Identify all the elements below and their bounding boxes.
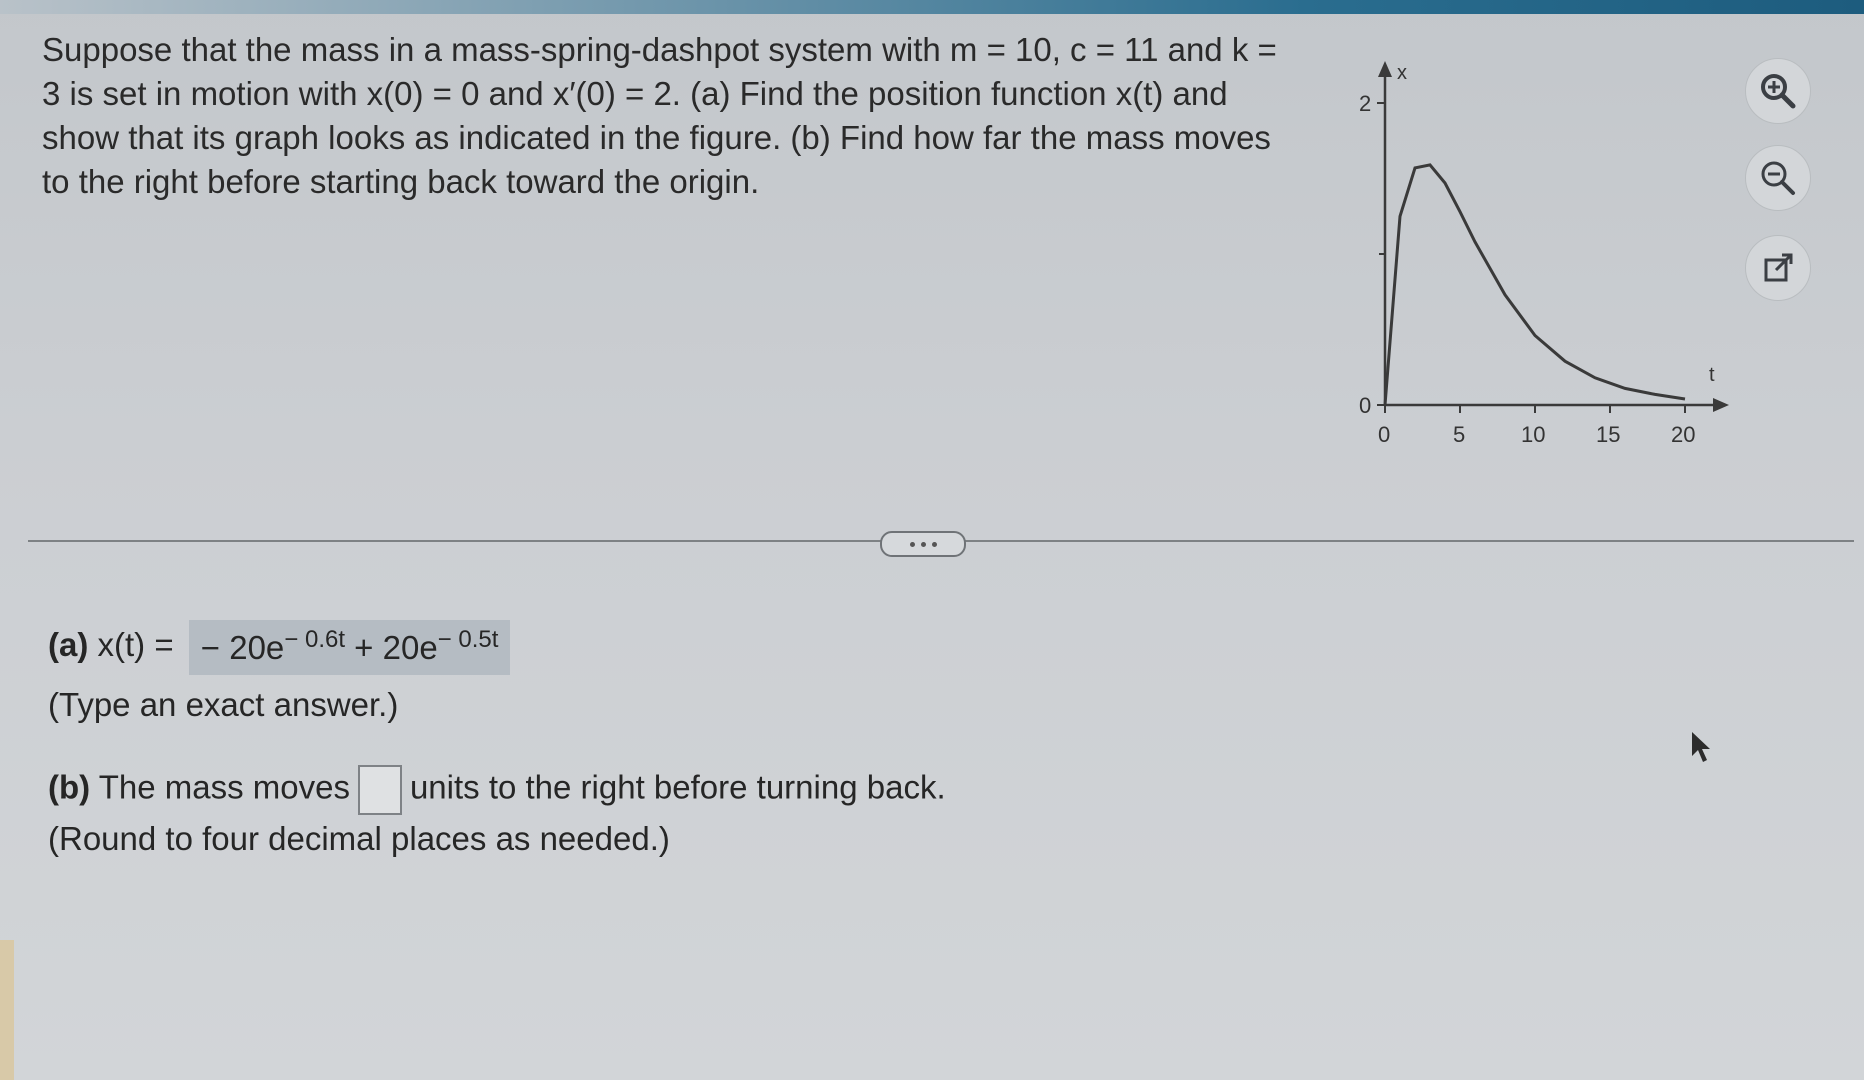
part-b-label: (b) [48, 768, 91, 806]
part-a-hint: (Type an exact answer.) [48, 686, 399, 723]
zoom-in-button[interactable] [1745, 58, 1811, 124]
part-a-line [48, 620, 510, 675]
y-axis-label: x [1397, 62, 1407, 84]
part-b-hint: (Round to four decimal places as needed.) [48, 820, 670, 857]
answer-term-2: + 20e [345, 629, 438, 666]
part-b-answer-input[interactable] [358, 765, 402, 815]
left-edge [0, 940, 14, 1080]
dot-icon [910, 542, 915, 547]
x-tick-label-20: 20 [1671, 422, 1696, 447]
answer-exp-1: − 0.6t [284, 626, 345, 653]
zoom-out-icon [1758, 158, 1798, 198]
y-tick-label-2: 2 [1359, 91, 1372, 116]
zoom-in-icon [1758, 71, 1798, 111]
x-tick-label-15: 15 [1596, 422, 1621, 447]
answer-term-1: − 20e [200, 629, 285, 666]
x-tick-label-10: 10 [1521, 422, 1546, 447]
question-text: Suppose that the mass in a mass-spring-dashpot system with m = 10, c = 11 and k = 3 is set in motion with x(0) = 0 and x′(0) = 2. (a) Find the position function x(t) and show that its graph looks as indicated in the figure. (b) Find how far the mass moves to the right before starting back toward the origin. [42, 31, 1277, 200]
part-b-suffix: units to the right before turning back. [409, 768, 946, 806]
top-bar [0, 0, 1864, 14]
solution-graph [1345, 55, 1745, 465]
part-b-line [48, 765, 946, 815]
part-b-prefix: The mass moves [90, 768, 350, 806]
expand-more-button[interactable] [880, 531, 966, 557]
part-a-label: (a) [48, 626, 89, 664]
popout-button[interactable] [1745, 235, 1811, 301]
answer-exp-2: − 0.5t [437, 626, 499, 653]
x-tick-label-0: 0 [1378, 422, 1391, 447]
part-a-answer[interactable] [189, 620, 511, 675]
y-tick-label-0: 0 [1359, 393, 1372, 418]
dot-icon [932, 542, 937, 547]
y-axis-arrow [1378, 61, 1392, 77]
x-tick-label-5: 5 [1453, 422, 1466, 447]
part-a-prefix: x(t) = [88, 626, 183, 664]
x-axis-label: t [1709, 364, 1715, 386]
mouse-cursor-icon [1690, 730, 1714, 766]
position-curve [1385, 165, 1685, 405]
zoom-out-button[interactable] [1745, 145, 1811, 211]
x-axis-arrow [1713, 398, 1729, 412]
dot-icon [921, 542, 926, 547]
popout-icon [1760, 250, 1796, 286]
